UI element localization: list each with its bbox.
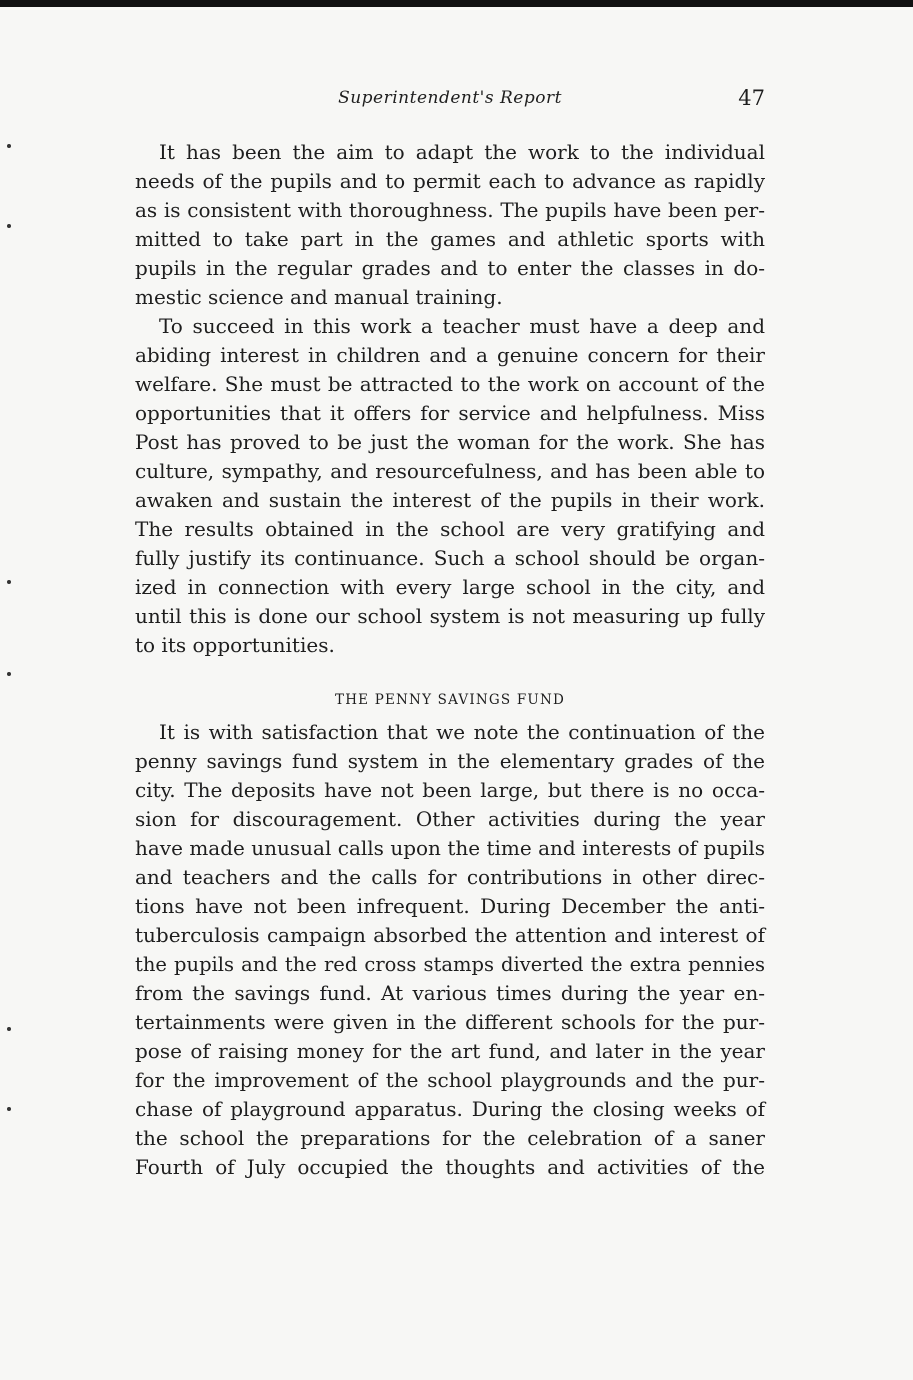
scan-speck bbox=[7, 580, 11, 584]
text-line: Post has proved to be just the woman for the work. She has bbox=[135, 430, 765, 454]
text-line: ized in connection with every large school in the city, and bbox=[135, 575, 765, 599]
text-line: for the improvement of the school playgrounds and the pur- bbox=[135, 1068, 765, 1092]
paragraph-penny-savings bbox=[135, 718, 765, 1182]
scan-speck bbox=[7, 144, 11, 148]
text-line: The results obtained in the school are very gratifying and bbox=[135, 517, 765, 541]
text-line: culture, sympathy, and resourcefulness, and has been able to bbox=[135, 459, 765, 483]
scan-speck bbox=[7, 672, 11, 676]
text-line: chase of playground apparatus. During the closing weeks of bbox=[135, 1097, 765, 1121]
text-line: and teachers and the calls for contributions in other direc- bbox=[135, 865, 765, 889]
paragraph-teacher bbox=[135, 312, 765, 660]
text-line: mitted to take part in the games and athletic sports with bbox=[135, 227, 765, 251]
scan-speck bbox=[7, 224, 11, 228]
running-title: Superintendent's Report bbox=[338, 88, 562, 108]
text-line: pose of raising money for the art fund, and later in the year bbox=[135, 1039, 765, 1063]
text-line: mestic science and manual training. bbox=[135, 285, 503, 309]
text-line: the school the preparations for the celebration of a saner bbox=[135, 1126, 765, 1150]
text-line: It has been the aim to adapt the work to the individual bbox=[159, 140, 765, 164]
text-line: It is with satisfaction that we note the continuation of the bbox=[159, 720, 765, 744]
text-line: until this is done our school system is not measuring up fully bbox=[135, 604, 765, 628]
running-head bbox=[135, 86, 765, 116]
text-line: the pupils and the red cross stamps diverted the extra pennies bbox=[135, 953, 765, 976]
text-line: tions have not been infrequent. During December the anti- bbox=[135, 894, 765, 918]
paragraph-aim bbox=[135, 138, 765, 312]
text-line: sion for discouragement. Other activities during the year bbox=[135, 807, 765, 831]
text-line: fully justify its continuance. Such a school should be organ- bbox=[135, 546, 765, 570]
text-line: needs of the pupils and to permit each to advance as rapidly bbox=[135, 169, 765, 193]
text-line: pupils in the regular grades and to enter the classes in do- bbox=[135, 256, 765, 280]
page-number: 47 bbox=[738, 86, 765, 110]
text-line: penny savings fund system in the elementary grades of the bbox=[135, 749, 765, 773]
text-line: as is consistent with thoroughness. The pupils have been per- bbox=[135, 198, 765, 222]
text-line: from the savings fund. At various times during the year en- bbox=[135, 981, 765, 1005]
text-line: tertainments were given in the different schools for the pur- bbox=[135, 1010, 765, 1034]
text-line: opportunities that it offers for service and helpfulness. Miss bbox=[135, 401, 765, 425]
text-line: abiding interest in children and a genuine concern for their bbox=[135, 343, 765, 367]
section-heading: THE PENNY SAVINGS FUND bbox=[334, 692, 565, 708]
scan-speck bbox=[7, 1107, 11, 1111]
text-line: Fourth of July occupied the thoughts and activities of the bbox=[135, 1155, 765, 1179]
text-line: awaken and sustain the interest of the pupils in their work. bbox=[135, 488, 765, 512]
text-line: to its opportunities. bbox=[135, 633, 335, 657]
text-line: have made unusual calls upon the time and interests of pupils bbox=[135, 836, 765, 860]
text-line: tuberculosis campaign absorbed the attention and interest of bbox=[135, 923, 765, 947]
text-block-upper bbox=[135, 138, 765, 660]
text-line: To succeed in this work a teacher must have a deep and bbox=[159, 314, 765, 338]
scan-speck bbox=[7, 1027, 11, 1031]
text-line: welfare. She must be attracted to the work on account of the bbox=[135, 372, 765, 396]
text-line: city. The deposits have not been large, but there is no occa- bbox=[135, 778, 765, 802]
scan-top-border bbox=[0, 0, 913, 7]
